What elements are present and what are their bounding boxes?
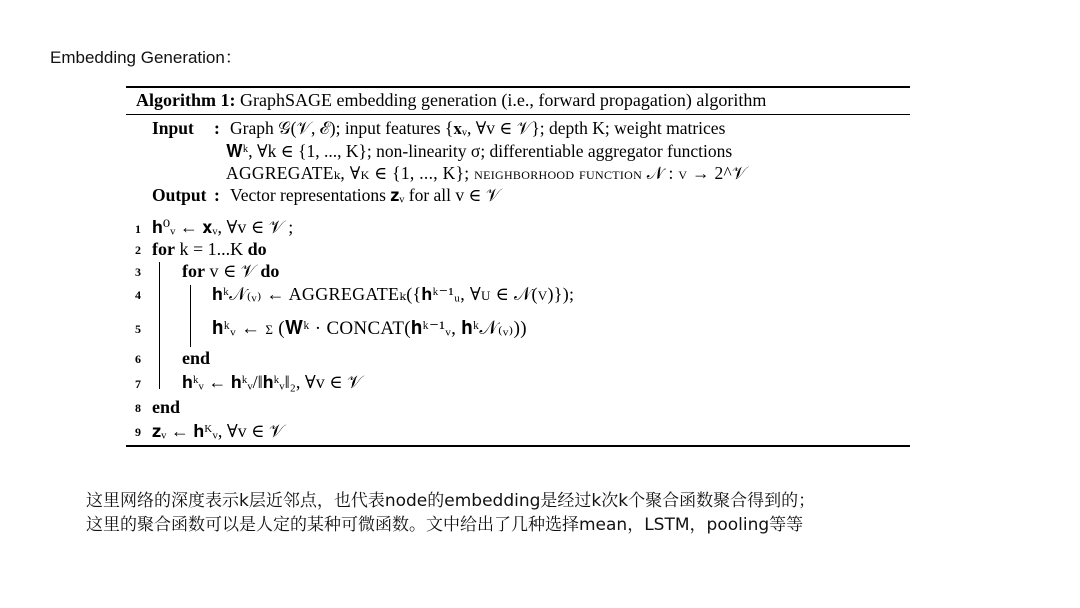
- input-line-1: Graph 𝒢(𝒱, ℰ); input features {𝐱ᵥ, ∀v ∈ 𝒱}; depth K; weight matrices: [230, 118, 726, 138]
- line-number: 8: [135, 401, 141, 415]
- line-number: 7: [135, 377, 141, 391]
- keyword-do: do: [260, 261, 280, 281]
- input-line-3: AGGREGATEₖ, ∀k ∈ {1, ..., K}; neighborhood function 𝒩 : v → 2^𝒱: [226, 163, 747, 183]
- caption-line-2: 这里的聚合函数可以是人定的某种可微函数。文中给出了几种选择mean，LSTM，pooling等等: [86, 515, 804, 535]
- output-line: Vector representations 𝐳ᵥ for all v ∈ 𝒱: [230, 185, 501, 205]
- algorithm-number: Algorithm 1:: [136, 90, 236, 110]
- code-line-7: 𝐡ᵏᵥ ← 𝐡ᵏᵥ/‖𝐡ᵏᵥ‖₂, ∀v ∈ 𝒱: [182, 372, 363, 392]
- output-label: Output: [152, 185, 207, 205]
- keyword-do: do: [247, 239, 267, 259]
- outer-loop-bar: [159, 262, 160, 389]
- algorithm-title-text: GraphSAGE embedding generation (i.e., forward propagation) algorithm: [239, 90, 767, 110]
- line-number: 3: [135, 265, 141, 279]
- bottom-rule: [126, 445, 910, 447]
- input-label: [152, 118, 194, 139]
- code-line-8: end: [152, 397, 181, 417]
- code-line-5: 𝐡ᵏᵥ ← σ (𝐖ᵏ · CONCAT(𝐡ᵏ⁻¹ᵥ, 𝐡ᵏ𝒩₍ᵥ₎)): [212, 318, 527, 339]
- input-label-text: Input: [152, 118, 194, 138]
- loop-range: k = 1...K: [174, 239, 248, 259]
- slide-heading: Embedding Generation：: [50, 48, 242, 67]
- output-colon: :: [214, 185, 220, 205]
- code-line-3: [182, 261, 279, 282]
- input-colon: :: [214, 118, 220, 138]
- code-line-6: end: [182, 348, 211, 368]
- line-number: 2: [135, 243, 141, 257]
- code-line-2: [152, 239, 267, 260]
- top-rule: [126, 86, 910, 88]
- algorithm-box: [126, 86, 910, 448]
- algorithm-title: [136, 90, 766, 111]
- line-number: 4: [135, 288, 141, 302]
- loop-range: v ∈ 𝒱: [204, 261, 261, 281]
- title-rule: [126, 114, 910, 115]
- line-number: 1: [135, 222, 141, 236]
- keyword-for: for: [152, 239, 175, 259]
- caption-line-1: 这里网络的深度表示k层近邻点，也代表node的embedding是经过k次k个聚合函数聚合得到的；: [86, 491, 816, 511]
- input-line-2: 𝐖ᵏ, ∀k ∈ {1, ..., K}; non-linearity σ; differentiable aggregator functions: [226, 141, 733, 161]
- code-line-9: 𝐳ᵥ ← 𝐡ᴷᵥ, ∀v ∈ 𝒱: [152, 421, 285, 441]
- line-number: 6: [135, 352, 141, 366]
- line-number: 9: [135, 425, 141, 439]
- line-number: 5: [135, 322, 141, 336]
- code-line-4: 𝐡ᵏ𝒩₍ᵥ₎ ← AGGREGATEₖ({𝐡ᵏ⁻¹ᵤ, ∀u ∈ 𝒩(v)});: [212, 284, 575, 304]
- inner-loop-bar: [190, 285, 191, 347]
- keyword-for: for: [182, 261, 205, 281]
- code-line-1: 𝐡⁰ᵥ ← 𝐱ᵥ, ∀v ∈ 𝒱 ;: [152, 217, 294, 237]
